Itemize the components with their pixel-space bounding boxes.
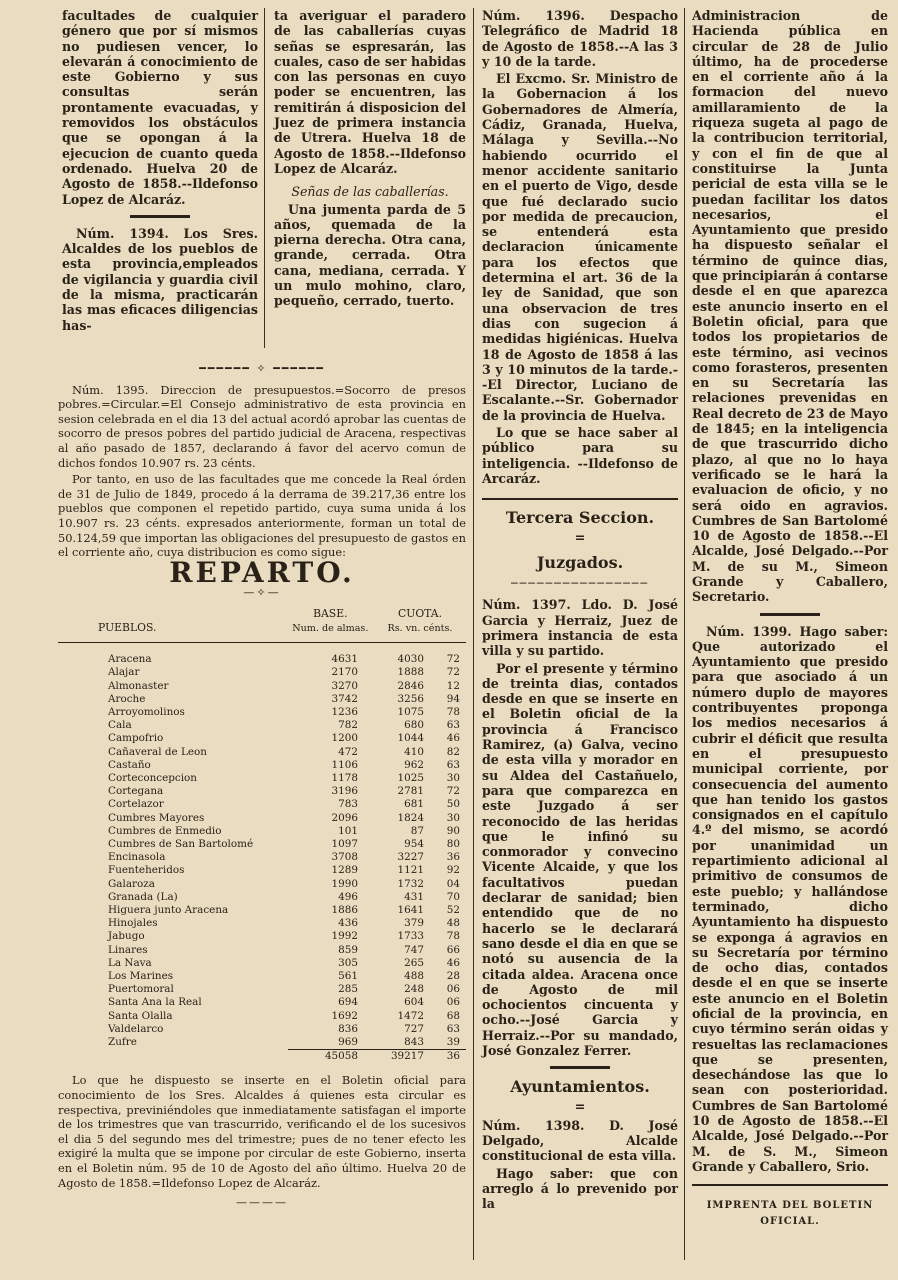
rs-cell: 680 — [404, 719, 424, 732]
cts-cell: 90 — [446, 824, 460, 837]
n1395-p2: Por tanto, en uso de las facultades que me concede la Real órden de 31 de Julio de 1849, procedo á la derrama de 39.217,36 entre los pueblos que componen el repetido partido, cuya suma unida á los 10.907 rs. 23 cénts. expresados anteriormente, forman un total de 50.124,59 que importan las obligaciones del presupuesto de gastos en el corriente año, cuya distribucion es como sigue: — [58, 472, 466, 560]
hdr-cuota — [374, 607, 466, 636]
pueblo-cell: Galaroza — [108, 877, 155, 890]
ornament-small: —✧— — [243, 586, 281, 600]
base-cell: 285 — [338, 983, 358, 996]
totals-row — [58, 1050, 466, 1064]
column-rule-3 — [684, 8, 685, 1260]
rs-cell: 4030 — [397, 653, 424, 666]
pueblo-cell: Arroyomolinos — [108, 705, 185, 718]
senas-title: Señas de las caballerías. — [291, 184, 449, 200]
cts-cell: 70 — [446, 890, 460, 903]
pueblo-cell: Cortegana — [108, 785, 164, 798]
rs-cell: 954 — [404, 837, 424, 850]
n1399-paragraph — [692, 624, 888, 1175]
cts-cell: 92 — [446, 864, 460, 877]
pueblo-cell: Corteconcepcion — [108, 771, 197, 784]
rs-cell: 681 — [404, 798, 424, 811]
pueblo-cell: Alajar — [108, 666, 140, 679]
pueblo-cell: Los Marines — [108, 969, 174, 982]
ornament-end: ———— — [236, 1196, 288, 1210]
base-cell: 472 — [338, 745, 358, 758]
table-row — [58, 957, 466, 970]
n1396-p3: Lo que se hace saber al público para su inteligencia. --Ildefonso de Arcaráz. — [482, 425, 678, 486]
rs-cell: 3227 — [397, 851, 424, 864]
table-row — [58, 666, 466, 679]
pueblo-cell: Santa Ana la Real — [108, 996, 202, 1009]
base-cell: 694 — [338, 996, 358, 1009]
n1395-closing: Lo que he dispuesto se inserte en el Boletin oficial para conocimiento de los Sres. Alcaldes á quienes esta circular es respectiva, previniéndoles que inmediatamente satisfagan el importe de los trimestres que van trascurrido, verificando el de los sucesivos el dia 5 del segundo mes del trimestre; pues de no tener efecto les exigiré la multa que se impone por circular de este Gobierno, inserta en el Boletin núm. 95 de 10 de Agosto del año último. Huelva 20 de Agosto de 1858.=Ildefonso Lopez de Alcaráz. — [58, 1073, 466, 1190]
rs-cell: 962 — [404, 758, 424, 771]
reparto-table — [58, 653, 466, 1063]
base-cell: 101 — [338, 824, 358, 837]
cts-cell: 04 — [446, 877, 460, 890]
table-row — [58, 864, 466, 877]
n1395-heading: Núm. 1395. — [72, 382, 149, 397]
table-row — [58, 746, 466, 759]
cts-cell: 63 — [446, 719, 460, 732]
rs-cell: 1732 — [397, 877, 424, 890]
n1398-body: D. José Delgado, Alcalde constitucional de esta villa. — [482, 1117, 678, 1164]
table-row — [58, 838, 466, 851]
col4-paragraph: Administracion de Hacienda pública en circular de 28 de Julio último, ha de procederse en el corriente año á la formacion del nuevo amillaramiento de la riqueza sugeta al pago de la contribucion territorial, y con el fin de que al constituirse la Junta pericial de esta villa se le puedan facilitar los datos necesarios, el Ayuntamiento que presido ha dispuesto señalar el término de quince dias, que principiarán á contarse desde el en que aparezca este anuncio inserto en el Boletin oficial, para que todos los propietarios de este término, asi vecinos como forasteros, presenten en su Secretaría las relaciones prevenidas en Real decreto de 23 de Mayo de 1845; en la inteligencia de que trascurrido dicho plazo, al que no lo haya verificado se le hará la evaluacion de oficio, y no será oido en agravios. Cumbres de San Bartolomé 10 de Agosto de 1858.--El Alcalde, José Delgado.--Por M. de su M., Simeon Grande y Caballero, Secretario. — [692, 8, 888, 605]
base-cell: 1106 — [331, 758, 358, 771]
table-row — [58, 719, 466, 732]
pueblo-cell: Encinasola — [108, 851, 166, 864]
rs-cell: 3256 — [397, 692, 424, 705]
rs-cell: 1044 — [397, 732, 424, 745]
cts-cell: 63 — [446, 1022, 460, 1035]
base-cell: 2170 — [331, 666, 358, 679]
table-row — [58, 732, 466, 745]
n1397-heading: Núm. 1397. — [482, 597, 571, 613]
pueblo-cell: Cañaveral de Leon — [108, 745, 207, 758]
rs-cell: 727 — [404, 1022, 424, 1035]
table-row — [58, 970, 466, 983]
rs-cell: 1121 — [397, 864, 424, 877]
cts-cell: 46 — [446, 732, 460, 745]
table-row — [58, 825, 466, 838]
cts-cell: 39 — [446, 1035, 460, 1048]
pueblo-cell: Zufre — [108, 1036, 137, 1049]
base-cell: 561 — [338, 969, 358, 982]
table-row — [58, 996, 466, 1009]
reparto-header — [58, 607, 466, 636]
pueblo-cell: La Nava — [108, 956, 152, 969]
rs-cell: 488 — [404, 969, 424, 982]
cts-cell: 66 — [446, 943, 460, 956]
pueblo-cell: Puertomoral — [108, 983, 174, 996]
pueblo-cell: Santa Olalla — [108, 1009, 173, 1022]
cts-cell: 78 — [446, 930, 460, 943]
cts-cell: 72 — [446, 666, 460, 679]
cts-cell: 28 — [446, 969, 460, 982]
base-cell: 436 — [338, 917, 358, 930]
pueblo-cell: Cumbres de Enmedio — [108, 824, 222, 837]
pueblo-cell: Cortelazor — [108, 798, 164, 811]
base-cell: 3708 — [331, 851, 358, 864]
base-cell: 496 — [338, 890, 358, 903]
table-row — [58, 1023, 466, 1036]
cts-cell: 30 — [446, 771, 460, 784]
rs-cell: 87 — [410, 824, 424, 837]
rs-cell: 248 — [404, 983, 424, 996]
rs-cell: 1824 — [397, 811, 424, 824]
cts-cell: 48 — [446, 917, 460, 930]
separator — [482, 498, 678, 500]
n1398-paragraph — [482, 1118, 678, 1164]
table-row — [58, 798, 466, 811]
pueblo-cell: Granada (La) — [108, 890, 178, 903]
total-base: 45058 — [288, 1050, 364, 1064]
juzgados-title: Juzgados. — [536, 552, 624, 572]
column-3 — [482, 8, 678, 1214]
n1395-intro-text: Direccion de presupuestos.=Socorro de presos pobres.=Circular.=El Consejo administrativo de esta provincia en sesion celebrada en el dia 13 del actual acordó aprobar las cuentas de socorro de presos pobres del partido judicial de Aracena, respectivas al año pasado de 1857, declarando á favor del acervo comun de dichos fondos 10.907 rs. 23 cénts. — [58, 382, 466, 470]
senas-body: Una jumenta parda de 5 años, quemada de la pierna derecha. Otra cana, grande, cerrada. Otra cana, mediana, cerrada. Y un mulo mohino, claro, pequeño, cerrado, tuerto. — [274, 201, 466, 309]
table-row — [58, 917, 466, 930]
n1394-heading: Núm. 1394. — [76, 225, 169, 241]
cts-cell: 06 — [446, 996, 460, 1009]
base-cell: 782 — [338, 719, 358, 732]
hdr-pueblos: PUEBLOS. — [98, 620, 157, 634]
column-rule-2 — [473, 8, 474, 1260]
n1398-heading: Núm. 1398. — [482, 1117, 585, 1133]
pueblo-cell: Cala — [108, 719, 132, 732]
rs-cell: 1075 — [397, 705, 424, 718]
total-cts: 36 — [430, 1050, 466, 1064]
pueblo-cell: Fuenteheridos — [108, 864, 185, 877]
table-row — [58, 785, 466, 798]
table-row — [58, 1010, 466, 1023]
cts-cell: 30 — [446, 811, 460, 824]
base-cell: 1992 — [331, 930, 358, 943]
separator — [130, 215, 190, 218]
hdr-base — [287, 607, 374, 636]
pueblo-cell: Cumbres de San Bartolomé — [108, 837, 254, 850]
hdr-cuota-sub: Rs. vn. cénts. — [387, 622, 453, 634]
hdr-base-sub: Num. de almas. — [292, 622, 369, 634]
rs-cell: 410 — [404, 745, 424, 758]
cts-cell: 12 — [446, 679, 460, 692]
cts-cell: 50 — [446, 798, 460, 811]
rs-cell: 604 — [404, 996, 424, 1009]
base-cell: 1886 — [331, 903, 358, 916]
eq-ornament: = — [574, 1098, 586, 1114]
base-cell: 1692 — [331, 1009, 358, 1022]
table-row — [58, 944, 466, 957]
pueblo-cell: Hinojales — [108, 917, 158, 930]
table-row — [58, 759, 466, 772]
tercera-seccion-title: Tercera Seccion. — [505, 508, 655, 528]
pueblo-cell: Aracena — [108, 653, 152, 666]
table-row — [58, 693, 466, 706]
rs-cell: 1472 — [397, 1009, 424, 1022]
cts-cell: 36 — [446, 851, 460, 864]
pueblo-cell: Castaño — [108, 758, 151, 771]
table-row — [58, 1036, 466, 1050]
pueblo-cell: Almonaster — [108, 679, 169, 692]
base-cell: 3196 — [331, 785, 358, 798]
base-cell: 2096 — [331, 811, 358, 824]
rs-cell: 1888 — [397, 666, 424, 679]
hdr-base-label: BASE. — [313, 606, 348, 620]
cts-cell: 06 — [446, 983, 460, 996]
base-cell: 1097 — [331, 837, 358, 850]
base-cell: 783 — [338, 798, 358, 811]
cts-cell: 52 — [446, 903, 460, 916]
table-row — [58, 878, 466, 891]
column-4 — [692, 8, 888, 1229]
ornament-rule: ──────────────── — [511, 577, 649, 591]
rs-cell: 843 — [404, 1035, 424, 1048]
cts-cell: 46 — [446, 956, 460, 969]
n1396-heading: Núm. 1396. — [482, 8, 585, 23]
cts-cell: 94 — [446, 692, 460, 705]
base-cell: 305 — [338, 956, 358, 969]
rs-cell: 265 — [404, 956, 424, 969]
n1399-heading: Núm. 1399. — [706, 623, 792, 639]
table-row — [58, 891, 466, 904]
cts-cell: 78 — [446, 705, 460, 718]
n1394-body: Los Sres. Alcaldes de los pueblos de esta provincia,empleados de vigilancia y guardia civil de la misma, practicarán las mas eficaces diligencias has- — [62, 225, 258, 333]
n1395-block — [58, 362, 466, 1217]
n1395-intro — [58, 383, 466, 471]
n1394-paragraph — [62, 226, 258, 333]
cts-cell: 72 — [446, 653, 460, 666]
rs-cell: 379 — [404, 917, 424, 930]
cts-cell: 80 — [446, 837, 460, 850]
pueblo-cell: Higuera junto Aracena — [108, 903, 229, 916]
separator — [692, 1184, 888, 1186]
table-row — [58, 653, 466, 666]
column-rule-1 — [264, 8, 265, 348]
ayuntamientos-title: Ayuntamientos. — [510, 1077, 650, 1097]
base-cell: 859 — [338, 943, 358, 956]
base-cell: 969 — [338, 1035, 358, 1048]
base-cell: 1236 — [331, 705, 358, 718]
separator — [760, 613, 820, 616]
n1396-paragraph — [482, 8, 678, 69]
table-row — [58, 680, 466, 693]
table-row — [58, 851, 466, 864]
cts-cell: 68 — [446, 1009, 460, 1022]
base-cell: 3270 — [331, 679, 358, 692]
n1398-p2: Hago saber: que con arreglo á lo prevenido por la — [482, 1165, 678, 1212]
pueblo-cell: Aroche — [108, 692, 146, 705]
reparto-title: REPARTO. — [169, 555, 355, 589]
base-cell: 1289 — [331, 864, 358, 877]
n1399-body: Hago saber: Que autorizado el Ayuntamiento que presido para que asociado á un número duplo de mayores contribuyentes proponga los medios necesarios á cubrir el déficit que resulta en el presupuesto municipal corriente, por consecuencia del aumento que han tenido los gastos consignados en el capítulo 4.º del mismo, se acordó por unanimidad un repartimiento adicional al primitivo de consumos de este pueblo; y hallándose terminado, dicho Ayuntamiento ha dispuesto se exponga á agravios en su Secretaría por término de ocho dias, contados desde el en que se inserte este anuncio en el Boletin oficial de la provincia, en cuyo término serán oidas y resueltas las reclamaciones que se presenten, desechándose las que lo sean con posterioridad. Cumbres de San Bartolomé 10 de Agosto de 1858.--El Alcalde, José Delgado.--Por M. de S. M., Simeon Grande y Caballero, Srio. — [692, 623, 888, 1174]
pueblo-cell: Linares — [108, 943, 148, 956]
n1397-p2: Por el presente y término de treinta dias, contados desde en que se inserte en el Boletin oficial de la provincia á Francisco Ramirez, (a) Galva, vecino de esta villa y morador en su Aldea del Castañuelo, para que comparezca en este Juzgado á ser reconocido de las heridas que le infinó su conmorador y convecino Vicente Alcaide, y que los facultativos puedan declarar de sanidad; bien entendido que de no hacerlo se le declarará sano desde el dia en que se notó su ausencia de la citada aldea. Aracena once de Agosto de mil ochocientos cincuenta y ocho.--José Garcia y Herraiz.--Por su mandado, José Gonzalez Ferrer. — [482, 660, 678, 1058]
table-row — [58, 772, 466, 785]
rs-cell: 1733 — [397, 930, 424, 943]
base-cell: 836 — [338, 1022, 358, 1035]
total-rs: 39217 — [364, 1050, 430, 1064]
column-1 — [62, 8, 258, 335]
n1397-paragraph — [482, 597, 678, 658]
column-2 — [274, 8, 466, 311]
n1396-p2: El Excmo. Sr. Ministro de la Gobernacion á los Gobernadores de Almería, Cádiz, Granada, Huelva, Málaga y Sevilla.--No habiendo ocurrido el menor accidente sanitario en el puerto de Vigo, desde que fué declarado sucio por medida de precaucion, se entenderá esta declaracion únicamente para los efectos que determina el art. 36 de la ley de Sanidad, que son una observacion de tres dias con sugecion á medidas higiénicas. Huelva 18 de Agosto de 1858 á las 3 y 10 minutos de la tarde.--El Director, Luciano de Escalante.--Sr. Gobernador de la provincia de Huelva. — [482, 71, 678, 423]
cts-cell: 82 — [446, 745, 460, 758]
imprenta-footer: IMPRENTA DEL BOLETIN OFICIAL. — [706, 1200, 874, 1227]
n1396-body: Despacho Telegráfico de Madrid 18 de Agosto de 1858.--A las 3 y 10 de la tarde. — [482, 8, 678, 69]
table-row — [58, 812, 466, 825]
rs-cell: 2846 — [397, 679, 424, 692]
pueblo-cell: Jabugo — [108, 930, 145, 943]
pueblo-cell: Valdelarco — [108, 1022, 164, 1035]
separator — [550, 1066, 610, 1069]
rs-cell: 2781 — [397, 785, 424, 798]
n1397-body: Ldo. D. José Garcia y Herraiz, Juez de primera instancia de esta villa y su partido. — [482, 597, 679, 659]
rs-cell: 1025 — [397, 771, 424, 784]
base-cell: 1178 — [331, 771, 358, 784]
rs-cell: 1641 — [397, 903, 424, 916]
hdr-cuota-label: CUOTA. — [397, 606, 443, 620]
base-cell: 1990 — [331, 877, 358, 890]
cts-cell: 72 — [446, 785, 460, 798]
eq-ornament: = — [574, 529, 586, 545]
rs-cell: 431 — [404, 890, 424, 903]
table-rule — [58, 642, 466, 643]
table-row — [58, 904, 466, 917]
pueblo-cell: Campofrio — [108, 732, 164, 745]
base-cell: 4631 — [331, 653, 358, 666]
col2-paragraph: ta averiguar el paradero de las caballerías cuyas señas se espresarán, las cuales, caso de ser habidas con las personas en cuyo poder se encuentren, las remitirán á disposicion del Juez de primera instancia de Utrera. Huelva 18 de Agosto de 1858.--Ildefonso Lopez de Alcaráz. — [274, 8, 466, 176]
ornament-divider: ━━━━━━ ✧ ━━━━━━ — [199, 362, 325, 375]
table-row — [58, 706, 466, 719]
table-row — [58, 983, 466, 996]
col1-paragraph: facultades de cualquier género que por sí mismos no pudiesen vencer, lo elevarán á conocimiento de este Gobierno y sus consultas serán prontamente evacuadas, y removidos los obstáculos que se opongan á la ejecucion de cuanto queda ordenado. Huelva 20 de Agosto de 1858.--Ildefonso Lopez de Alcaráz. — [62, 8, 258, 207]
base-cell: 3742 — [331, 692, 358, 705]
rs-cell: 747 — [404, 943, 424, 956]
base-cell: 1200 — [331, 732, 358, 745]
cts-cell: 63 — [446, 758, 460, 771]
pueblo-cell: Cumbres Mayores — [108, 811, 205, 824]
table-row — [58, 930, 466, 943]
